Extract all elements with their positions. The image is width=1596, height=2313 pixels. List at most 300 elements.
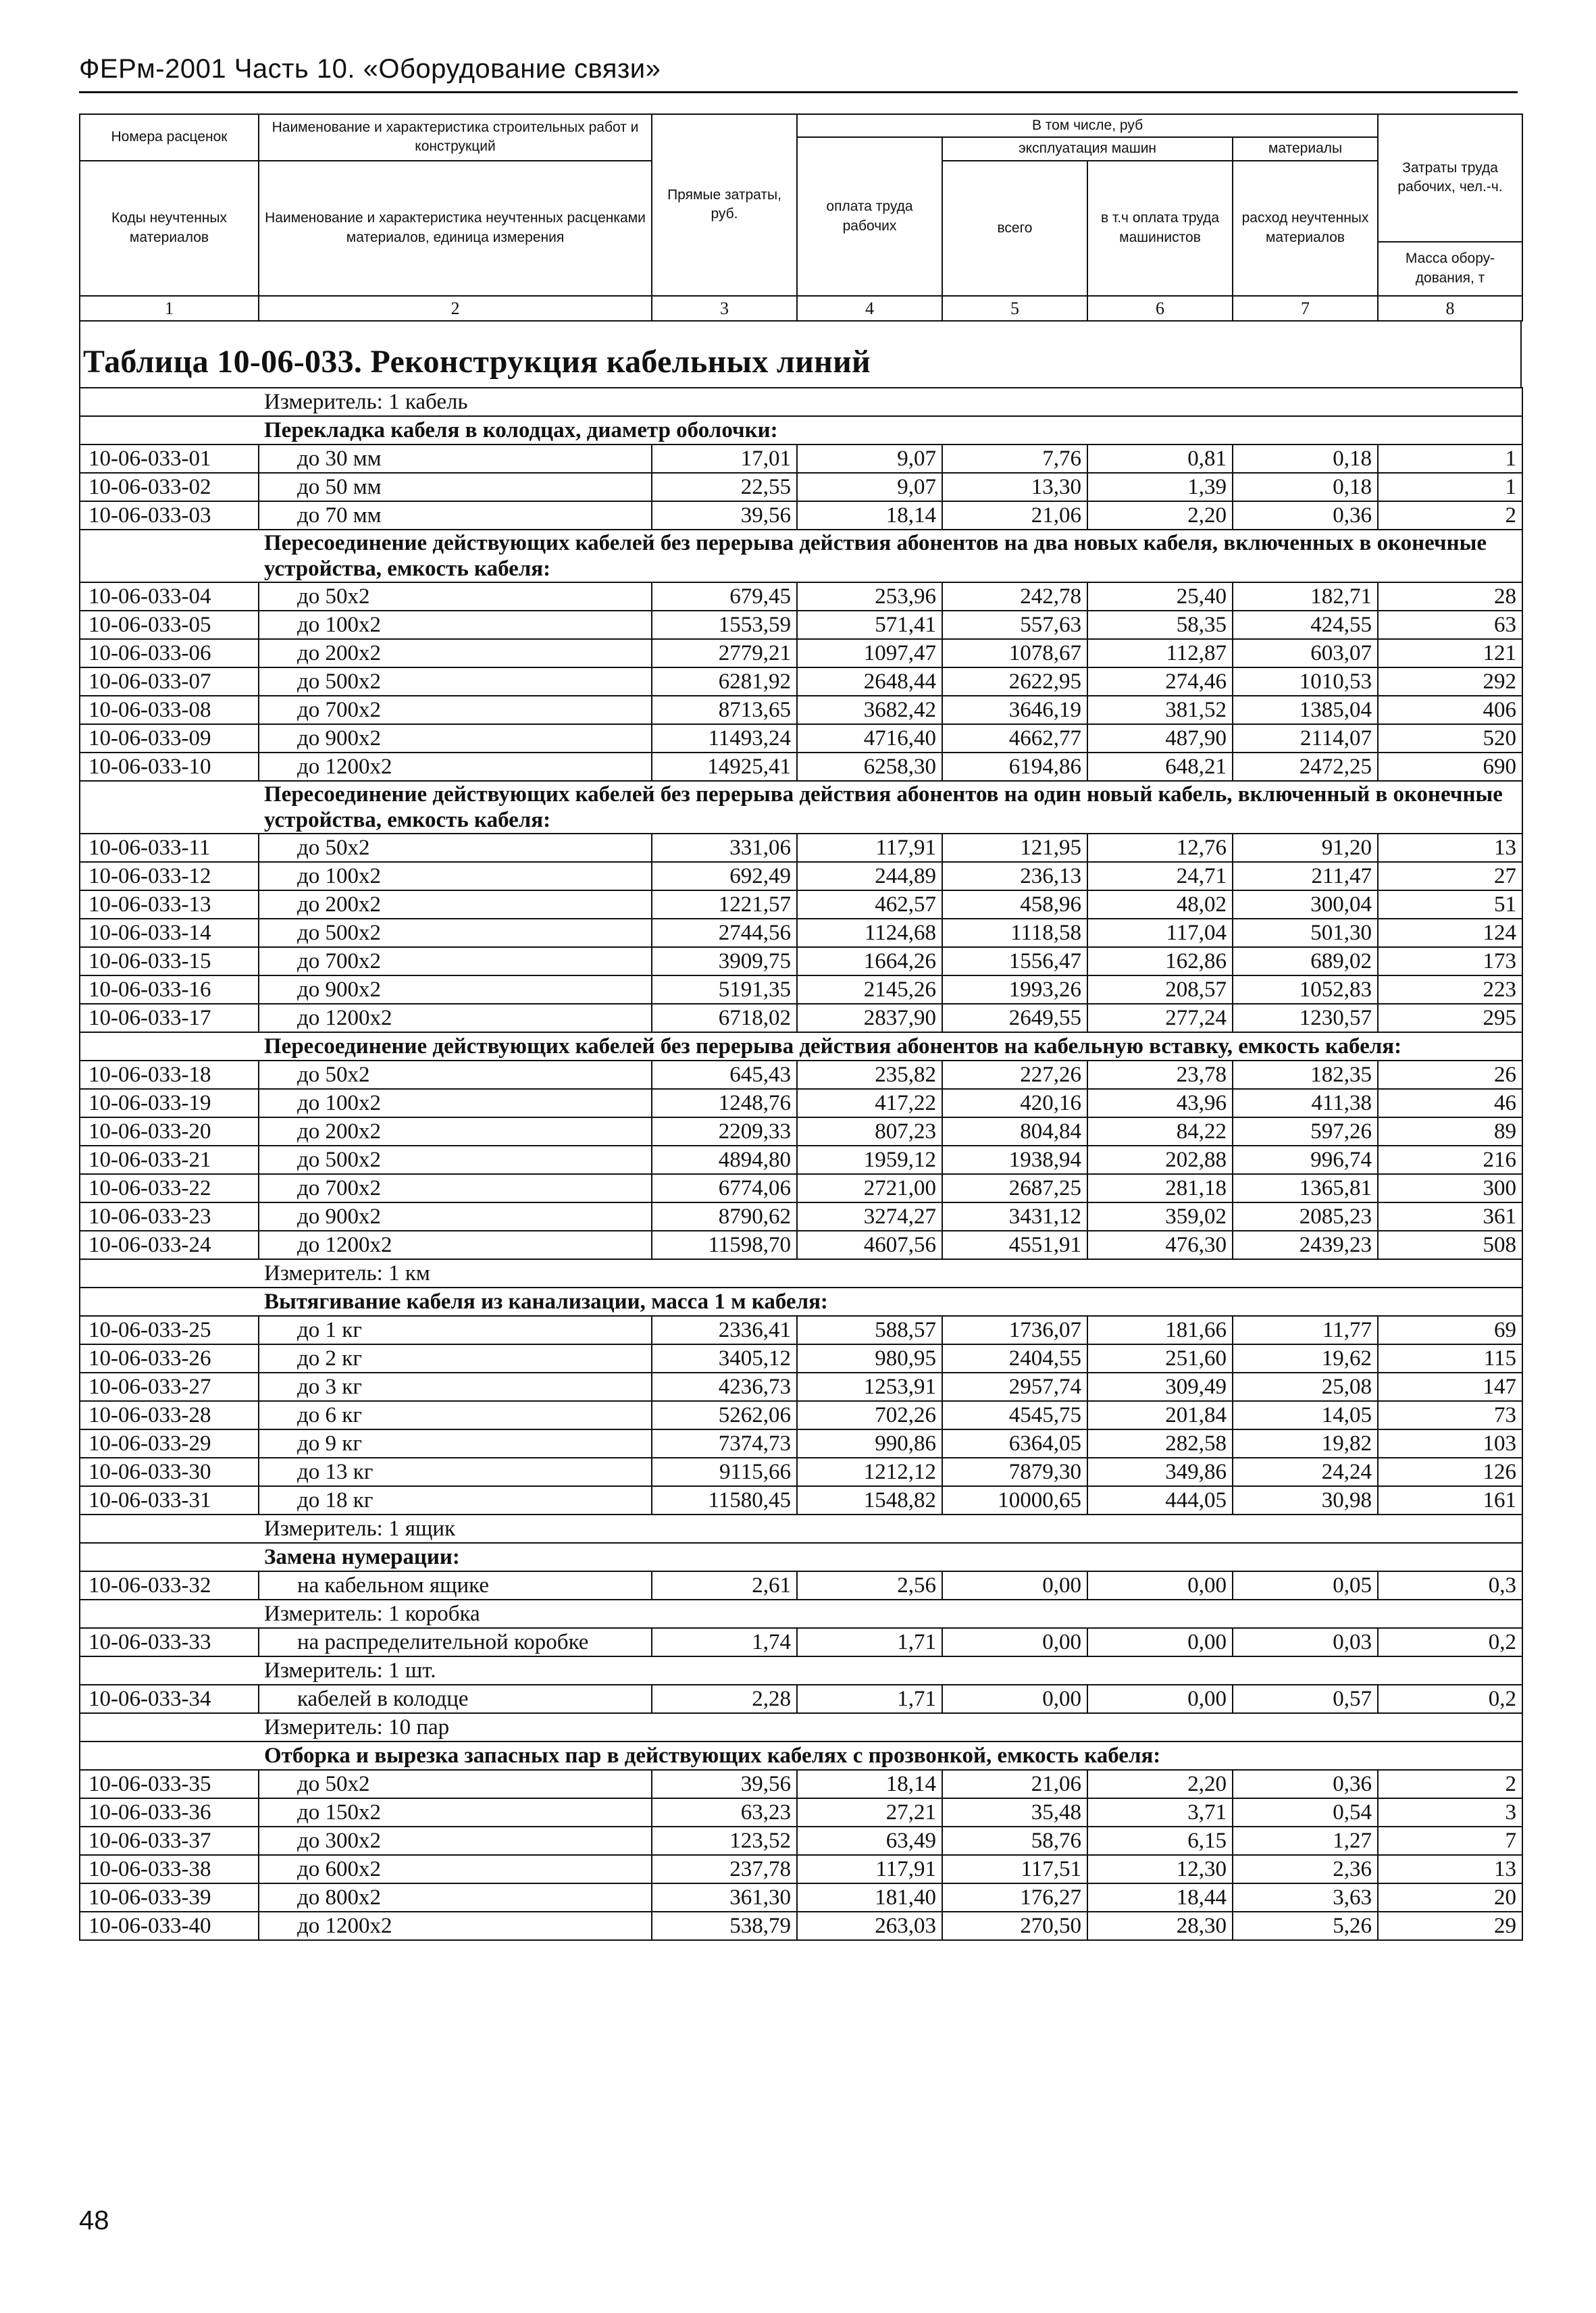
direct-costs-cell: 8713,65 bbox=[652, 696, 797, 724]
machinist-wage-cell: 282,58 bbox=[1087, 1429, 1233, 1458]
header-machines: эксплуатация машин bbox=[942, 137, 1233, 160]
table-row bbox=[80, 1486, 1522, 1515]
wage-cell: 2145,26 bbox=[797, 975, 942, 1004]
unit-row bbox=[80, 1600, 1522, 1628]
table-row bbox=[80, 444, 1522, 473]
direct-costs-cell: 39,56 bbox=[652, 1770, 797, 1798]
wage-cell: 1124,68 bbox=[797, 919, 942, 947]
machinist-wage-cell: 43,96 bbox=[1087, 1089, 1233, 1117]
labor-cell: 27 bbox=[1378, 862, 1522, 890]
table-row bbox=[80, 890, 1522, 919]
direct-costs-cell: 11493,24 bbox=[652, 724, 797, 753]
direct-costs-cell: 2,28 bbox=[652, 1685, 797, 1713]
labor-cell: 13 bbox=[1378, 1855, 1522, 1883]
wage-cell: 1212,12 bbox=[797, 1458, 942, 1486]
rate-code-cell: 10-06-033-33 bbox=[80, 1628, 259, 1656]
section-heading: Пересоединение действующих кабелей без перерыва действия абонентов на один новый кабель, включенный в оконечные устройства, емкость кабеля: bbox=[259, 781, 1522, 834]
rate-code-cell: 10-06-033-30 bbox=[80, 1458, 259, 1486]
table-row bbox=[80, 862, 1522, 890]
direct-costs-cell: 9115,66 bbox=[652, 1458, 797, 1486]
labor-cell: 292 bbox=[1378, 667, 1522, 696]
machinist-wage-cell: 117,04 bbox=[1087, 919, 1233, 947]
header-num: 7 bbox=[1233, 296, 1378, 321]
work-name-cell: до 200х2 bbox=[259, 1117, 652, 1146]
labor-cell: 103 bbox=[1378, 1429, 1522, 1458]
direct-costs-cell: 361,30 bbox=[652, 1883, 797, 1912]
machinist-wage-cell: 112,87 bbox=[1087, 639, 1233, 667]
work-name-cell: до 100х2 bbox=[259, 1089, 652, 1117]
direct-costs-cell: 63,23 bbox=[652, 1798, 797, 1827]
machinist-wage-cell: 281,18 bbox=[1087, 1174, 1233, 1202]
rate-code-cell: 10-06-033-24 bbox=[80, 1231, 259, 1259]
unit-row bbox=[80, 1515, 1522, 1543]
section-heading-row bbox=[80, 781, 1522, 834]
header-num: 2 bbox=[259, 296, 652, 321]
machines-total-cell: 0,00 bbox=[942, 1685, 1087, 1713]
wage-cell: 4716,40 bbox=[797, 724, 942, 753]
machines-total-cell: 4662,77 bbox=[942, 724, 1087, 753]
table-row bbox=[80, 696, 1522, 724]
rate-code-cell: 10-06-033-20 bbox=[80, 1117, 259, 1146]
section-heading-row bbox=[80, 1742, 1522, 1770]
unit-label: Измеритель: 1 шт. bbox=[259, 1656, 1522, 1685]
labor-cell: 0,2 bbox=[1378, 1685, 1522, 1713]
direct-costs-cell: 6774,06 bbox=[652, 1174, 797, 1202]
table-row bbox=[80, 1827, 1522, 1855]
machines-total-cell: 270,50 bbox=[942, 1912, 1087, 1940]
work-name-cell: до 700х2 bbox=[259, 696, 652, 724]
wage-cell: 588,57 bbox=[797, 1316, 942, 1344]
table-row bbox=[80, 1061, 1522, 1089]
table-row bbox=[80, 582, 1522, 611]
work-name-cell: до 2 кг bbox=[259, 1344, 652, 1373]
machines-total-cell: 236,13 bbox=[942, 862, 1087, 890]
work-name-cell: кабелей в колодце bbox=[259, 1685, 652, 1713]
header-name-bottom: Наименование и характеристика неучтенных расценками материалов, единица измерения bbox=[259, 161, 652, 296]
rate-code-cell: 10-06-033-10 bbox=[80, 753, 259, 781]
header-wage: оплата труда рабочих bbox=[797, 137, 942, 295]
section-heading: Пересоединение действующих кабелей без перерыва действия абонентов на два новых кабеля, включенных в оконечные устройства, емкость кабеля: bbox=[259, 530, 1522, 582]
table-row bbox=[80, 1770, 1522, 1798]
table-row bbox=[80, 1571, 1522, 1600]
rate-code-cell: 10-06-033-25 bbox=[80, 1316, 259, 1344]
rate-code-cell: 10-06-033-39 bbox=[80, 1883, 259, 1912]
header-codes-bottom: Коды неучтенных материалов bbox=[80, 161, 259, 296]
materials-cell: 182,35 bbox=[1233, 1061, 1378, 1089]
materials-cell: 182,71 bbox=[1233, 582, 1378, 611]
materials-cell: 1010,53 bbox=[1233, 667, 1378, 696]
table-row bbox=[80, 1798, 1522, 1827]
spacer bbox=[79, 322, 1522, 339]
labor-cell: 26 bbox=[1378, 1061, 1522, 1089]
rate-code-cell: 10-06-033-26 bbox=[80, 1344, 259, 1373]
wage-cell: 63,49 bbox=[797, 1827, 942, 1855]
rate-code-cell: 10-06-033-27 bbox=[80, 1373, 259, 1401]
labor-cell: 89 bbox=[1378, 1117, 1522, 1146]
labor-cell: 295 bbox=[1378, 1004, 1522, 1032]
table-row bbox=[80, 1344, 1522, 1373]
wage-cell: 244,89 bbox=[797, 862, 942, 890]
header-direct-costs: Прямые затраты, руб. bbox=[652, 114, 797, 296]
machinist-wage-cell: 444,05 bbox=[1087, 1486, 1233, 1515]
machinist-wage-cell: 48,02 bbox=[1087, 890, 1233, 919]
table-row bbox=[80, 1912, 1522, 1940]
work-name-cell: до 13 кг bbox=[259, 1458, 652, 1486]
machinist-wage-cell: 2,20 bbox=[1087, 501, 1233, 530]
machinist-wage-cell: 274,46 bbox=[1087, 667, 1233, 696]
direct-costs-cell: 7374,73 bbox=[652, 1429, 797, 1458]
work-name-cell: до 50 мм bbox=[259, 473, 652, 501]
wage-cell: 417,22 bbox=[797, 1089, 942, 1117]
machinist-wage-cell: 0,00 bbox=[1087, 1628, 1233, 1656]
work-name-cell: до 1200х2 bbox=[259, 1004, 652, 1032]
wage-cell: 3274,27 bbox=[797, 1202, 942, 1231]
blank-cell bbox=[80, 1032, 259, 1061]
rate-code-cell: 10-06-033-34 bbox=[80, 1685, 259, 1713]
materials-cell: 424,55 bbox=[1233, 611, 1378, 639]
direct-costs-cell: 2744,56 bbox=[652, 919, 797, 947]
direct-costs-cell: 3405,12 bbox=[652, 1344, 797, 1373]
unit-row bbox=[80, 388, 1522, 416]
table-row bbox=[80, 1458, 1522, 1486]
rate-code-cell: 10-06-033-19 bbox=[80, 1089, 259, 1117]
direct-costs-cell: 22,55 bbox=[652, 473, 797, 501]
work-name-cell: до 150х2 bbox=[259, 1798, 652, 1827]
materials-cell: 0,18 bbox=[1233, 473, 1378, 501]
work-name-cell: до 1200х2 bbox=[259, 1231, 652, 1259]
machinist-wage-cell: 0,00 bbox=[1087, 1685, 1233, 1713]
direct-costs-cell: 2,61 bbox=[652, 1571, 797, 1600]
materials-cell: 300,04 bbox=[1233, 890, 1378, 919]
wage-cell: 117,91 bbox=[797, 1855, 942, 1883]
materials-cell: 211,47 bbox=[1233, 862, 1378, 890]
work-name-cell: до 300х2 bbox=[259, 1827, 652, 1855]
blank-cell bbox=[80, 388, 259, 416]
table-row bbox=[80, 1231, 1522, 1259]
materials-cell: 1052,83 bbox=[1233, 975, 1378, 1004]
materials-cell: 14,05 bbox=[1233, 1401, 1378, 1429]
rate-code-cell: 10-06-033-09 bbox=[80, 724, 259, 753]
header-rule bbox=[79, 91, 1518, 93]
machines-total-cell: 3431,12 bbox=[942, 1202, 1087, 1231]
work-name-cell: на распределительной коробке bbox=[259, 1628, 652, 1656]
machines-total-cell: 1556,47 bbox=[942, 947, 1087, 975]
work-name-cell: до 200х2 bbox=[259, 639, 652, 667]
rate-code-cell: 10-06-033-14 bbox=[80, 919, 259, 947]
work-name-cell: до 900х2 bbox=[259, 975, 652, 1004]
machines-total-cell: 2622,95 bbox=[942, 667, 1087, 696]
rate-code-cell: 10-06-033-16 bbox=[80, 975, 259, 1004]
wage-cell: 263,03 bbox=[797, 1912, 942, 1940]
header-mass: Масса обору-дования, т bbox=[1378, 242, 1522, 296]
labor-cell: 0,2 bbox=[1378, 1628, 1522, 1656]
wage-cell: 980,95 bbox=[797, 1344, 942, 1373]
labor-cell: 124 bbox=[1378, 919, 1522, 947]
materials-cell: 689,02 bbox=[1233, 947, 1378, 975]
machines-total-cell: 4551,91 bbox=[942, 1231, 1087, 1259]
materials-cell: 411,38 bbox=[1233, 1089, 1378, 1117]
direct-costs-cell: 8790,62 bbox=[652, 1202, 797, 1231]
materials-cell: 0,05 bbox=[1233, 1571, 1378, 1600]
materials-cell: 25,08 bbox=[1233, 1373, 1378, 1401]
work-name-cell: до 1200х2 bbox=[259, 1912, 652, 1940]
machines-total-cell: 4545,75 bbox=[942, 1401, 1087, 1429]
labor-cell: 406 bbox=[1378, 696, 1522, 724]
section-heading-row bbox=[80, 1032, 1522, 1061]
labor-cell: 147 bbox=[1378, 1373, 1522, 1401]
direct-costs-cell: 14925,41 bbox=[652, 753, 797, 781]
labor-cell: 508 bbox=[1378, 1231, 1522, 1259]
running-head: ФЕРм-2001 Часть 10. «Оборудование связи» bbox=[79, 54, 661, 84]
direct-costs-cell: 679,45 bbox=[652, 582, 797, 611]
machinist-wage-cell: 12,30 bbox=[1087, 1855, 1233, 1883]
wage-cell: 3682,42 bbox=[797, 696, 942, 724]
table-row bbox=[80, 975, 1522, 1004]
machines-total-cell: 58,76 bbox=[942, 1827, 1087, 1855]
machines-total-cell: 7879,30 bbox=[942, 1458, 1087, 1486]
machinist-wage-cell: 201,84 bbox=[1087, 1401, 1233, 1429]
direct-costs-cell: 123,52 bbox=[652, 1827, 797, 1855]
machinist-wage-cell: 349,86 bbox=[1087, 1458, 1233, 1486]
blank-cell bbox=[80, 1742, 259, 1770]
labor-cell: 1 bbox=[1378, 444, 1522, 473]
wage-cell: 4607,56 bbox=[797, 1231, 942, 1259]
labor-cell: 63 bbox=[1378, 611, 1522, 639]
work-name-cell: до 9 кг bbox=[259, 1429, 652, 1458]
direct-costs-cell: 39,56 bbox=[652, 501, 797, 530]
rate-code-cell: 10-06-033-12 bbox=[80, 862, 259, 890]
direct-costs-cell: 4236,73 bbox=[652, 1373, 797, 1401]
machinist-wage-cell: 25,40 bbox=[1087, 582, 1233, 611]
blank-cell bbox=[80, 1259, 259, 1288]
machines-total-cell: 2649,55 bbox=[942, 1004, 1087, 1032]
labor-cell: 2 bbox=[1378, 501, 1522, 530]
rate-code-cell: 10-06-033-18 bbox=[80, 1061, 259, 1089]
direct-costs-cell: 3909,75 bbox=[652, 947, 797, 975]
work-name-cell: до 50х2 bbox=[259, 1770, 652, 1798]
wage-cell: 2648,44 bbox=[797, 667, 942, 696]
machines-total-cell: 1993,26 bbox=[942, 975, 1087, 1004]
materials-cell: 996,74 bbox=[1233, 1146, 1378, 1174]
work-name-cell: до 1200х2 bbox=[259, 753, 652, 781]
wage-cell: 6258,30 bbox=[797, 753, 942, 781]
machines-total-cell: 117,51 bbox=[942, 1855, 1087, 1883]
labor-cell: 520 bbox=[1378, 724, 1522, 753]
wage-cell: 1959,12 bbox=[797, 1146, 942, 1174]
materials-cell: 2114,07 bbox=[1233, 724, 1378, 753]
machines-total-cell: 1736,07 bbox=[942, 1316, 1087, 1344]
labor-cell: 126 bbox=[1378, 1458, 1522, 1486]
materials-cell: 30,98 bbox=[1233, 1486, 1378, 1515]
machines-total-cell: 2687,25 bbox=[942, 1174, 1087, 1202]
rate-code-cell: 10-06-033-40 bbox=[80, 1912, 259, 1940]
rate-code-cell: 10-06-033-04 bbox=[80, 582, 259, 611]
work-name-cell: до 100х2 bbox=[259, 611, 652, 639]
wage-cell: 462,57 bbox=[797, 890, 942, 919]
table-row bbox=[80, 753, 1522, 781]
header-incl: В том числе, руб bbox=[797, 114, 1378, 137]
table-row bbox=[80, 1202, 1522, 1231]
work-name-cell: на кабельном ящике bbox=[259, 1571, 652, 1600]
labor-cell: 216 bbox=[1378, 1146, 1522, 1174]
work-name-cell: до 50х2 bbox=[259, 1061, 652, 1089]
machines-total-cell: 458,96 bbox=[942, 890, 1087, 919]
labor-cell: 161 bbox=[1378, 1486, 1522, 1515]
machinist-wage-cell: 487,90 bbox=[1087, 724, 1233, 753]
table-row bbox=[80, 667, 1522, 696]
machines-total-cell: 2404,55 bbox=[942, 1344, 1087, 1373]
machines-total-cell: 6364,05 bbox=[942, 1429, 1087, 1458]
wage-cell: 2,56 bbox=[797, 1571, 942, 1600]
work-name-cell: до 200х2 bbox=[259, 890, 652, 919]
table-row bbox=[80, 1089, 1522, 1117]
header-num: 6 bbox=[1087, 296, 1233, 321]
machines-total-cell: 121,95 bbox=[942, 834, 1087, 862]
machines-total-cell: 21,06 bbox=[942, 501, 1087, 530]
materials-cell: 1385,04 bbox=[1233, 696, 1378, 724]
machinist-wage-cell: 6,15 bbox=[1087, 1827, 1233, 1855]
table-row bbox=[80, 1174, 1522, 1202]
wage-cell: 807,23 bbox=[797, 1117, 942, 1146]
machinist-wage-cell: 162,86 bbox=[1087, 947, 1233, 975]
materials-cell: 0,36 bbox=[1233, 1770, 1378, 1798]
direct-costs-cell: 1248,76 bbox=[652, 1089, 797, 1117]
unit-label: Измеритель: 1 ящик bbox=[259, 1515, 1522, 1543]
rate-code-cell: 10-06-033-32 bbox=[80, 1571, 259, 1600]
rate-code-cell: 10-06-033-05 bbox=[80, 611, 259, 639]
table-row bbox=[80, 947, 1522, 975]
table-row bbox=[80, 1401, 1522, 1429]
rate-code-cell: 10-06-033-11 bbox=[80, 834, 259, 862]
machinist-wage-cell: 24,71 bbox=[1087, 862, 1233, 890]
table-row bbox=[80, 834, 1522, 862]
materials-cell: 0,03 bbox=[1233, 1628, 1378, 1656]
table-row bbox=[80, 1883, 1522, 1912]
direct-costs-cell: 11580,45 bbox=[652, 1486, 797, 1515]
materials-cell: 11,77 bbox=[1233, 1316, 1378, 1344]
table-row bbox=[80, 639, 1522, 667]
table-title: Таблица 10-06-033. Реконструкция кабельных линий bbox=[79, 339, 1522, 387]
work-name-cell: до 50х2 bbox=[259, 582, 652, 611]
work-name-cell: до 700х2 bbox=[259, 1174, 652, 1202]
header-labor: Затраты труда рабочих, чел.-ч. bbox=[1378, 114, 1522, 242]
labor-cell: 361 bbox=[1378, 1202, 1522, 1231]
table-row bbox=[80, 724, 1522, 753]
machinist-wage-cell: 181,66 bbox=[1087, 1316, 1233, 1344]
section-heading: Пересоединение действующих кабелей без перерыва действия абонентов на кабельную вставку, емкость кабеля: bbox=[259, 1032, 1522, 1061]
machinist-wage-cell: 0,81 bbox=[1087, 444, 1233, 473]
machines-total-cell: 3646,19 bbox=[942, 696, 1087, 724]
labor-cell: 115 bbox=[1378, 1344, 1522, 1373]
table-row bbox=[80, 1146, 1522, 1174]
materials-cell: 2,36 bbox=[1233, 1855, 1378, 1883]
materials-cell: 1,27 bbox=[1233, 1827, 1378, 1855]
rate-code-cell: 10-06-033-17 bbox=[80, 1004, 259, 1032]
section-heading: Перекладка кабеля в колодцах, диаметр оболочки: bbox=[259, 416, 1522, 444]
direct-costs-cell: 5191,35 bbox=[652, 975, 797, 1004]
direct-costs-cell: 17,01 bbox=[652, 444, 797, 473]
blank-cell bbox=[80, 530, 259, 582]
direct-costs-cell: 1221,57 bbox=[652, 890, 797, 919]
machinist-wage-cell: 476,30 bbox=[1087, 1231, 1233, 1259]
labor-cell: 29 bbox=[1378, 1912, 1522, 1940]
table-row bbox=[80, 1004, 1522, 1032]
labor-cell: 51 bbox=[1378, 890, 1522, 919]
direct-costs-cell: 5262,06 bbox=[652, 1401, 797, 1429]
work-name-cell: до 1 кг bbox=[259, 1316, 652, 1344]
direct-costs-cell: 331,06 bbox=[652, 834, 797, 862]
rates-table bbox=[79, 387, 1523, 1941]
wage-cell: 18,14 bbox=[797, 501, 942, 530]
table-row bbox=[80, 919, 1522, 947]
machinist-wage-cell: 28,30 bbox=[1087, 1912, 1233, 1940]
materials-cell: 3,63 bbox=[1233, 1883, 1378, 1912]
header-materials: материалы bbox=[1233, 137, 1378, 160]
page-number: 48 bbox=[79, 2206, 109, 2235]
work-name-cell: до 500х2 bbox=[259, 667, 652, 696]
wage-cell: 702,26 bbox=[797, 1401, 942, 1429]
machinist-wage-cell: 0,00 bbox=[1087, 1571, 1233, 1600]
rate-code-cell: 10-06-033-02 bbox=[80, 473, 259, 501]
machinist-wage-cell: 1,39 bbox=[1087, 473, 1233, 501]
header-materials-sub: расход неучтенных материалов bbox=[1233, 161, 1378, 296]
blank-cell bbox=[80, 1600, 259, 1628]
materials-cell: 0,18 bbox=[1233, 444, 1378, 473]
machinist-wage-cell: 202,88 bbox=[1087, 1146, 1233, 1174]
unit-label: Измеритель: 1 кабель bbox=[259, 388, 1522, 416]
wage-cell: 1,71 bbox=[797, 1628, 942, 1656]
machinist-wage-cell: 23,78 bbox=[1087, 1061, 1233, 1089]
wage-cell: 2837,90 bbox=[797, 1004, 942, 1032]
rate-code-cell: 10-06-033-36 bbox=[80, 1798, 259, 1827]
machines-total-cell: 227,26 bbox=[942, 1061, 1087, 1089]
machines-total-cell: 242,78 bbox=[942, 582, 1087, 611]
direct-costs-cell: 4894,80 bbox=[652, 1146, 797, 1174]
wage-cell: 1548,82 bbox=[797, 1486, 942, 1515]
materials-cell: 603,07 bbox=[1233, 639, 1378, 667]
machinist-wage-cell: 3,71 bbox=[1087, 1798, 1233, 1827]
materials-cell: 1365,81 bbox=[1233, 1174, 1378, 1202]
direct-costs-cell: 645,43 bbox=[652, 1061, 797, 1089]
rate-code-cell: 10-06-033-31 bbox=[80, 1486, 259, 1515]
blank-cell bbox=[80, 781, 259, 834]
machinist-wage-cell: 277,24 bbox=[1087, 1004, 1233, 1032]
machines-total-cell: 557,63 bbox=[942, 611, 1087, 639]
wage-cell: 9,07 bbox=[797, 444, 942, 473]
rate-code-cell: 10-06-033-37 bbox=[80, 1827, 259, 1855]
header-machines-wage: в т.ч оплата труда машинистов bbox=[1087, 161, 1233, 296]
wage-cell: 1664,26 bbox=[797, 947, 942, 975]
rate-code-cell: 10-06-033-29 bbox=[80, 1429, 259, 1458]
rate-code-cell: 10-06-033-21 bbox=[80, 1146, 259, 1174]
materials-cell: 5,26 bbox=[1233, 1912, 1378, 1940]
header-num: 5 bbox=[942, 296, 1087, 321]
wage-cell: 27,21 bbox=[797, 1798, 942, 1827]
materials-cell: 501,30 bbox=[1233, 919, 1378, 947]
blank-cell bbox=[80, 416, 259, 444]
table-row bbox=[80, 1316, 1522, 1344]
blank-cell bbox=[80, 1543, 259, 1571]
section-heading: Отборка и вырезка запасных пар в действующих кабелях с прозвонкой, емкость кабеля: bbox=[259, 1742, 1522, 1770]
unit-row bbox=[80, 1713, 1522, 1742]
work-name-cell: до 100х2 bbox=[259, 862, 652, 890]
table-row bbox=[80, 473, 1522, 501]
section-heading: Замена нумерации: bbox=[259, 1543, 1522, 1571]
machinist-wage-cell: 18,44 bbox=[1087, 1883, 1233, 1912]
work-name-cell: до 70 мм bbox=[259, 501, 652, 530]
machines-total-cell: 1938,94 bbox=[942, 1146, 1087, 1174]
table-row bbox=[80, 1685, 1522, 1713]
